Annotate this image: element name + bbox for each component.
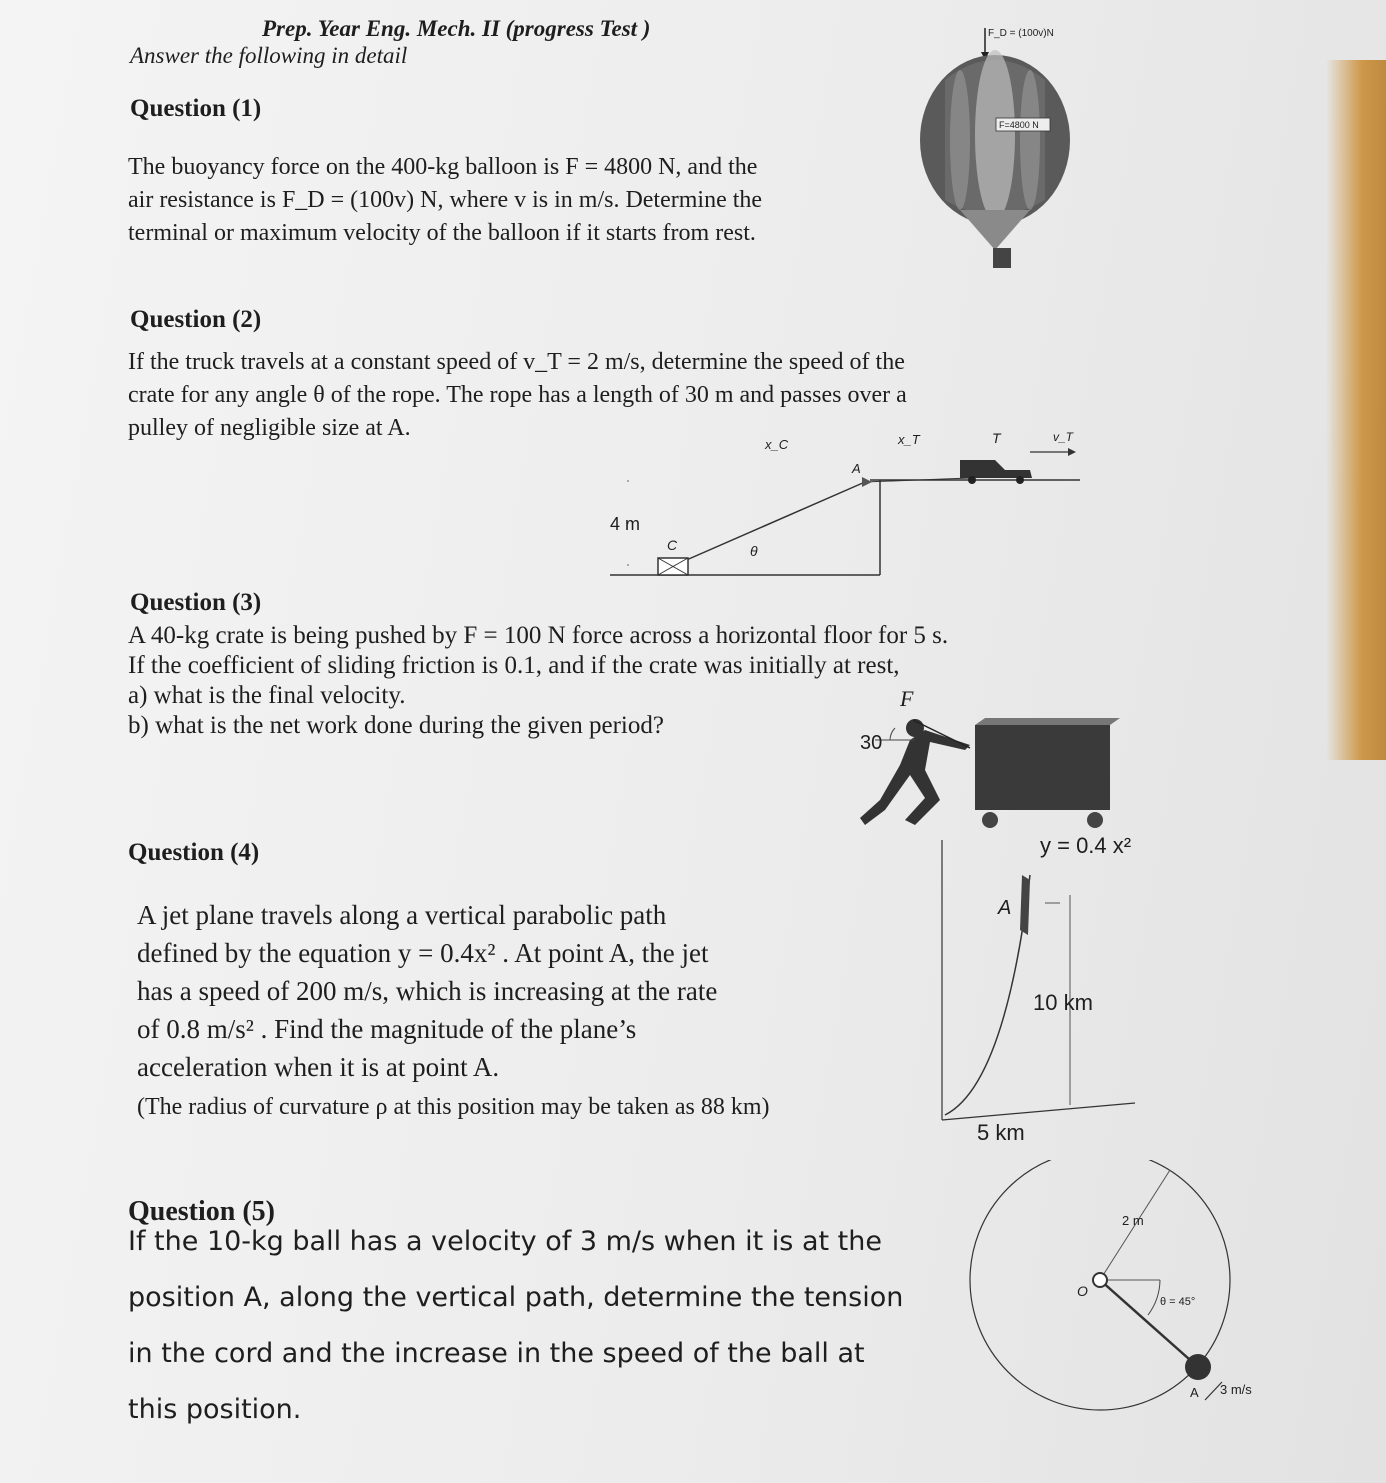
force-f-label: F [900, 686, 914, 711]
pulley [862, 477, 872, 487]
question-4-line: A jet plane travels along a vertical parabolic path [137, 900, 667, 930]
question-4-line: acceleration when it is at point A. [137, 1052, 500, 1082]
question-2-line: crate for any angle θ of the rope. The rope has a length of 30 m and passes over a [128, 382, 907, 408]
question-1-line: The buoyancy force on the 400-kg balloon is F = 4800 N, and the [128, 154, 758, 180]
question-3-heading: Question (3) [130, 589, 262, 616]
truck-crate-figure [600, 430, 1090, 590]
rope [675, 482, 865, 565]
vt-label: v_T [1053, 430, 1074, 444]
balloon-basket [993, 248, 1011, 268]
buoyancy-force-label: F=4800 N [999, 120, 1039, 130]
balloon-figure [905, 20, 1085, 280]
question-3-line: b) what is the net work done during the given period? [128, 712, 664, 739]
question-4-line: defined by the equation y = 0.4x² . At point A, the jet [137, 938, 709, 968]
vertical-circle-figure [960, 1160, 1260, 1430]
question-2-heading: Question (2) [130, 306, 262, 333]
center-o-label: O [1077, 1283, 1088, 1299]
drag-force-label: F_D = (100v)N [988, 28, 1054, 39]
xt-label: x_T [898, 432, 920, 447]
question-3-line: a) what is the final velocity. [128, 682, 406, 709]
question-4-line: has a speed of 200 m/s, which is increasing at the rate [137, 976, 718, 1006]
question-5-line: in the cord and the increase in the speed of the ball at [128, 1338, 865, 1369]
question-1-line: air resistance is F_D = (100v) N, where v is in m/s. Determine the [128, 187, 763, 213]
pivot-o [1093, 1273, 1107, 1287]
ball-speed-label: 3 m/s [1220, 1382, 1252, 1397]
desk-edge [1326, 60, 1386, 760]
question-1-line: terminal or maximum velocity of the balloon if it starts from rest. [128, 220, 756, 246]
ball-a [1185, 1354, 1211, 1380]
question-1-heading: Question (1) [130, 95, 262, 122]
question-1-text [128, 151, 908, 250]
radius-label: 2 m [1122, 1213, 1144, 1228]
exam-title: Prep. Year Eng. Mech. II (progress Test ) [262, 16, 651, 41]
angle-30-label: 30 [860, 732, 883, 754]
theta-label: θ [750, 543, 758, 559]
parabola-equation: y = 0.4 x² [1040, 833, 1132, 858]
cord [1100, 1280, 1198, 1367]
height-10km-label: 10 km [1033, 990, 1093, 1015]
pulley-a-label: A [852, 461, 861, 476]
exam-instruction: Answer the following in detail [130, 43, 408, 68]
question-4-heading: Question (4) [128, 839, 260, 866]
question-4-note: (The radius of curvature ρ at this position may be taken as 88 km) [137, 1094, 770, 1120]
point-a-label: A [998, 897, 1012, 919]
crate-push-figure [855, 700, 1125, 840]
ball-a-label: A [1190, 1385, 1199, 1400]
truck-t-label: T [992, 430, 1001, 446]
question-5-line: this position. [128, 1394, 302, 1425]
question-5-text [128, 1214, 948, 1438]
question-3-line: A 40-kg crate is being pushed by F = 100 N force across a horizontal floor for 5 s. [128, 622, 949, 649]
xc-label: x_C [765, 437, 789, 452]
flight-path [945, 875, 1030, 1115]
angle-45-label: θ = 45° [1160, 1296, 1196, 1308]
question-4-line: of 0.8 m/s² . Find the magnitude of the plane’s [137, 1014, 637, 1044]
crate-c-label: C [667, 537, 678, 553]
jet-plane [1020, 875, 1030, 935]
question-2-line: pulley of negligible size at A. [128, 415, 411, 441]
question-5-line: If the 10-kg ball has a velocity of 3 m/s when it is at the [128, 1226, 882, 1257]
question-3-line: If the coefficient of sliding friction is 0.1, and if the crate was initially at rest, [128, 652, 900, 679]
dumpster-crate [975, 725, 1110, 810]
height-4m-label: 4 m [610, 514, 641, 534]
question-5-line: position A, along the vertical path, determine the tension [128, 1282, 904, 1313]
question-5-heading: Question (5) [128, 1196, 275, 1227]
parabola-figure [930, 835, 1150, 1125]
question-2-line: If the truck travels at a constant speed of v_T = 2 m/s, determine the speed of the [128, 349, 905, 375]
width-5km-label: 5 km [977, 1120, 1025, 1145]
truck [960, 460, 1032, 478]
question-4-text [137, 896, 857, 1086]
